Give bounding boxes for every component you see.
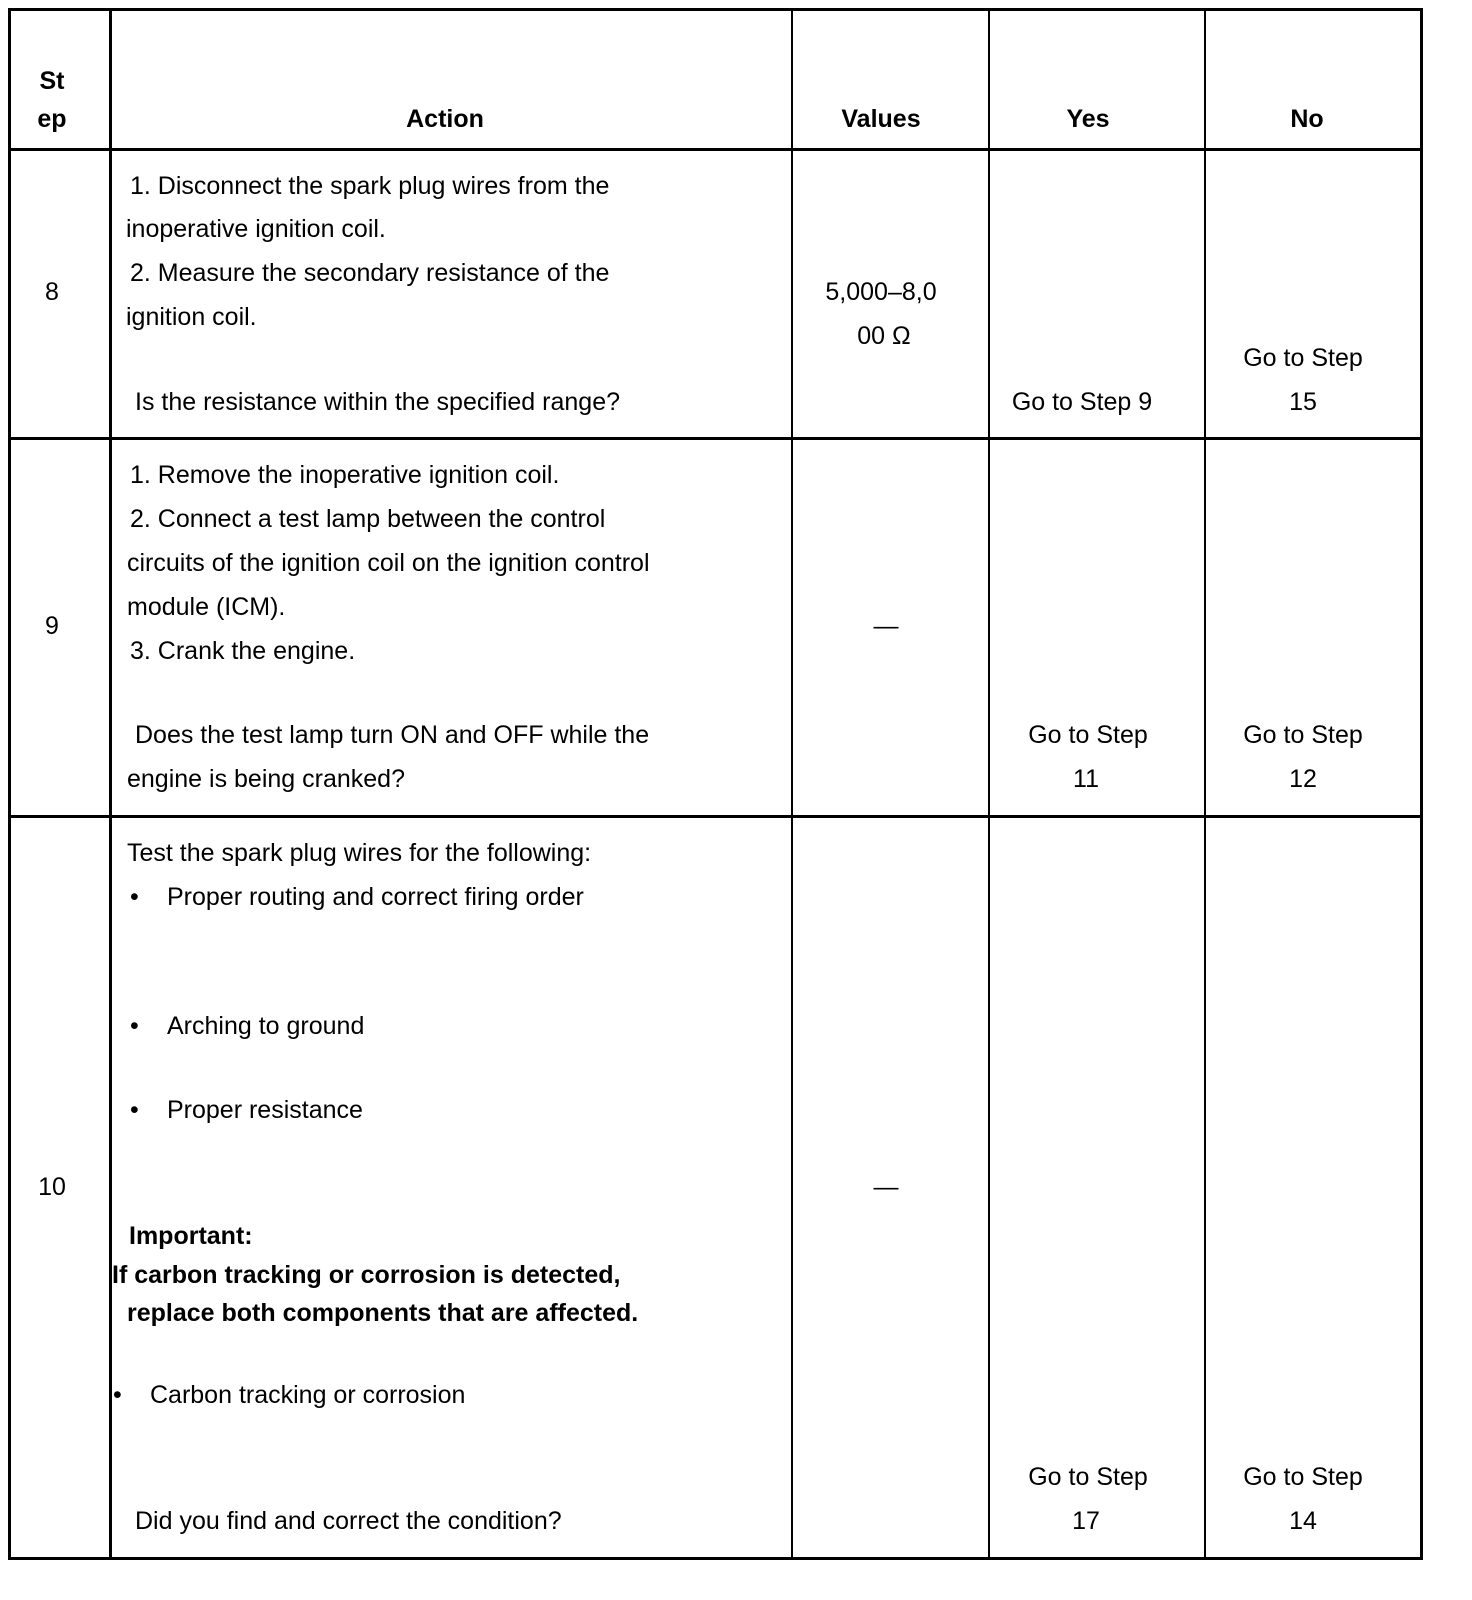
row-9-bottom-line (8, 815, 1423, 818)
bullet: • (130, 1096, 139, 1124)
important-label: Important: (129, 1222, 253, 1250)
bullet-item: Arching to ground (167, 1012, 365, 1040)
action-line: 1. Disconnect the spark plug wires from the (130, 172, 610, 200)
header-action: Action (406, 105, 484, 133)
no-goto: Go to Step (1243, 1463, 1363, 1491)
step-number: 9 (45, 612, 59, 640)
border-right (1420, 8, 1423, 1560)
values-text: 5,000–8,0 (825, 278, 937, 306)
action-line: inoperative ignition coil. (126, 215, 386, 243)
important-text: replace both components that are affected. (127, 1299, 639, 1327)
no-goto: Go to Step (1243, 721, 1363, 749)
values-text: 00 Ω (857, 322, 911, 350)
divider-step-action (109, 8, 112, 1560)
action-question: Is the resistance within the specified range? (135, 388, 620, 416)
header-no: No (1290, 105, 1324, 133)
bullet-item: Carbon tracking or corrosion (150, 1381, 466, 1409)
bullet: • (130, 883, 139, 911)
header-step-line-1: St (39, 67, 65, 95)
no-goto: 14 (1289, 1507, 1317, 1535)
action-line: 1. Remove the inoperative ignition coil. (130, 461, 560, 489)
action-line: 3. Crank the engine. (130, 637, 356, 665)
yes-goto: Go to Step (1028, 721, 1148, 749)
no-goto: Go to Step (1243, 344, 1363, 372)
row-8-bottom-line (8, 437, 1423, 440)
action-line: 2. Connect a test lamp between the control (130, 505, 606, 533)
bullet: • (130, 1012, 139, 1040)
diagnostic-table (8, 8, 1462, 1600)
yes-goto: Go to Step 9 (1011, 388, 1153, 416)
no-goto: 15 (1289, 388, 1317, 416)
header-yes: Yes (1066, 105, 1110, 133)
action-line: ignition coil. (126, 303, 257, 331)
bullet-item: Proper routing and correct firing order (167, 883, 584, 911)
border-left (8, 8, 11, 1560)
action-line: module (ICM). (127, 593, 286, 621)
divider-action-values (791, 8, 793, 1560)
action-question: Did you find and correct the condition? (135, 1507, 562, 1535)
action-line: 2. Measure the secondary resistance of the (130, 259, 610, 287)
action-line: Test the spark plug wires for the following: (127, 839, 592, 867)
divider-values-yes (988, 8, 990, 1560)
border-top (8, 8, 1423, 11)
border-bottom (8, 1557, 1423, 1560)
yes-goto: 17 (1072, 1507, 1100, 1535)
action-question: Does the test lamp turn ON and OFF while the (135, 721, 650, 749)
action-question: engine is being cranked? (127, 765, 405, 793)
bullet-item: Proper resistance (167, 1096, 363, 1124)
yes-goto: 11 (1073, 765, 1099, 793)
values-text: — (873, 1173, 899, 1201)
step-number: 10 (38, 1173, 66, 1201)
action-line: circuits of the ignition coil on the ignition control (127, 549, 650, 577)
values-text: — (873, 612, 899, 640)
step-number: 8 (45, 278, 59, 306)
header-values: Values (841, 105, 921, 133)
no-goto: 12 (1289, 765, 1317, 793)
important-text: If carbon tracking or corrosion is detected, (112, 1261, 621, 1289)
divider-yes-no (1204, 8, 1206, 1560)
header-step-line-2: ep (37, 105, 67, 133)
yes-goto: Go to Step (1028, 1463, 1148, 1491)
bullet: • (113, 1381, 122, 1409)
header-bottom-line (8, 148, 1423, 151)
